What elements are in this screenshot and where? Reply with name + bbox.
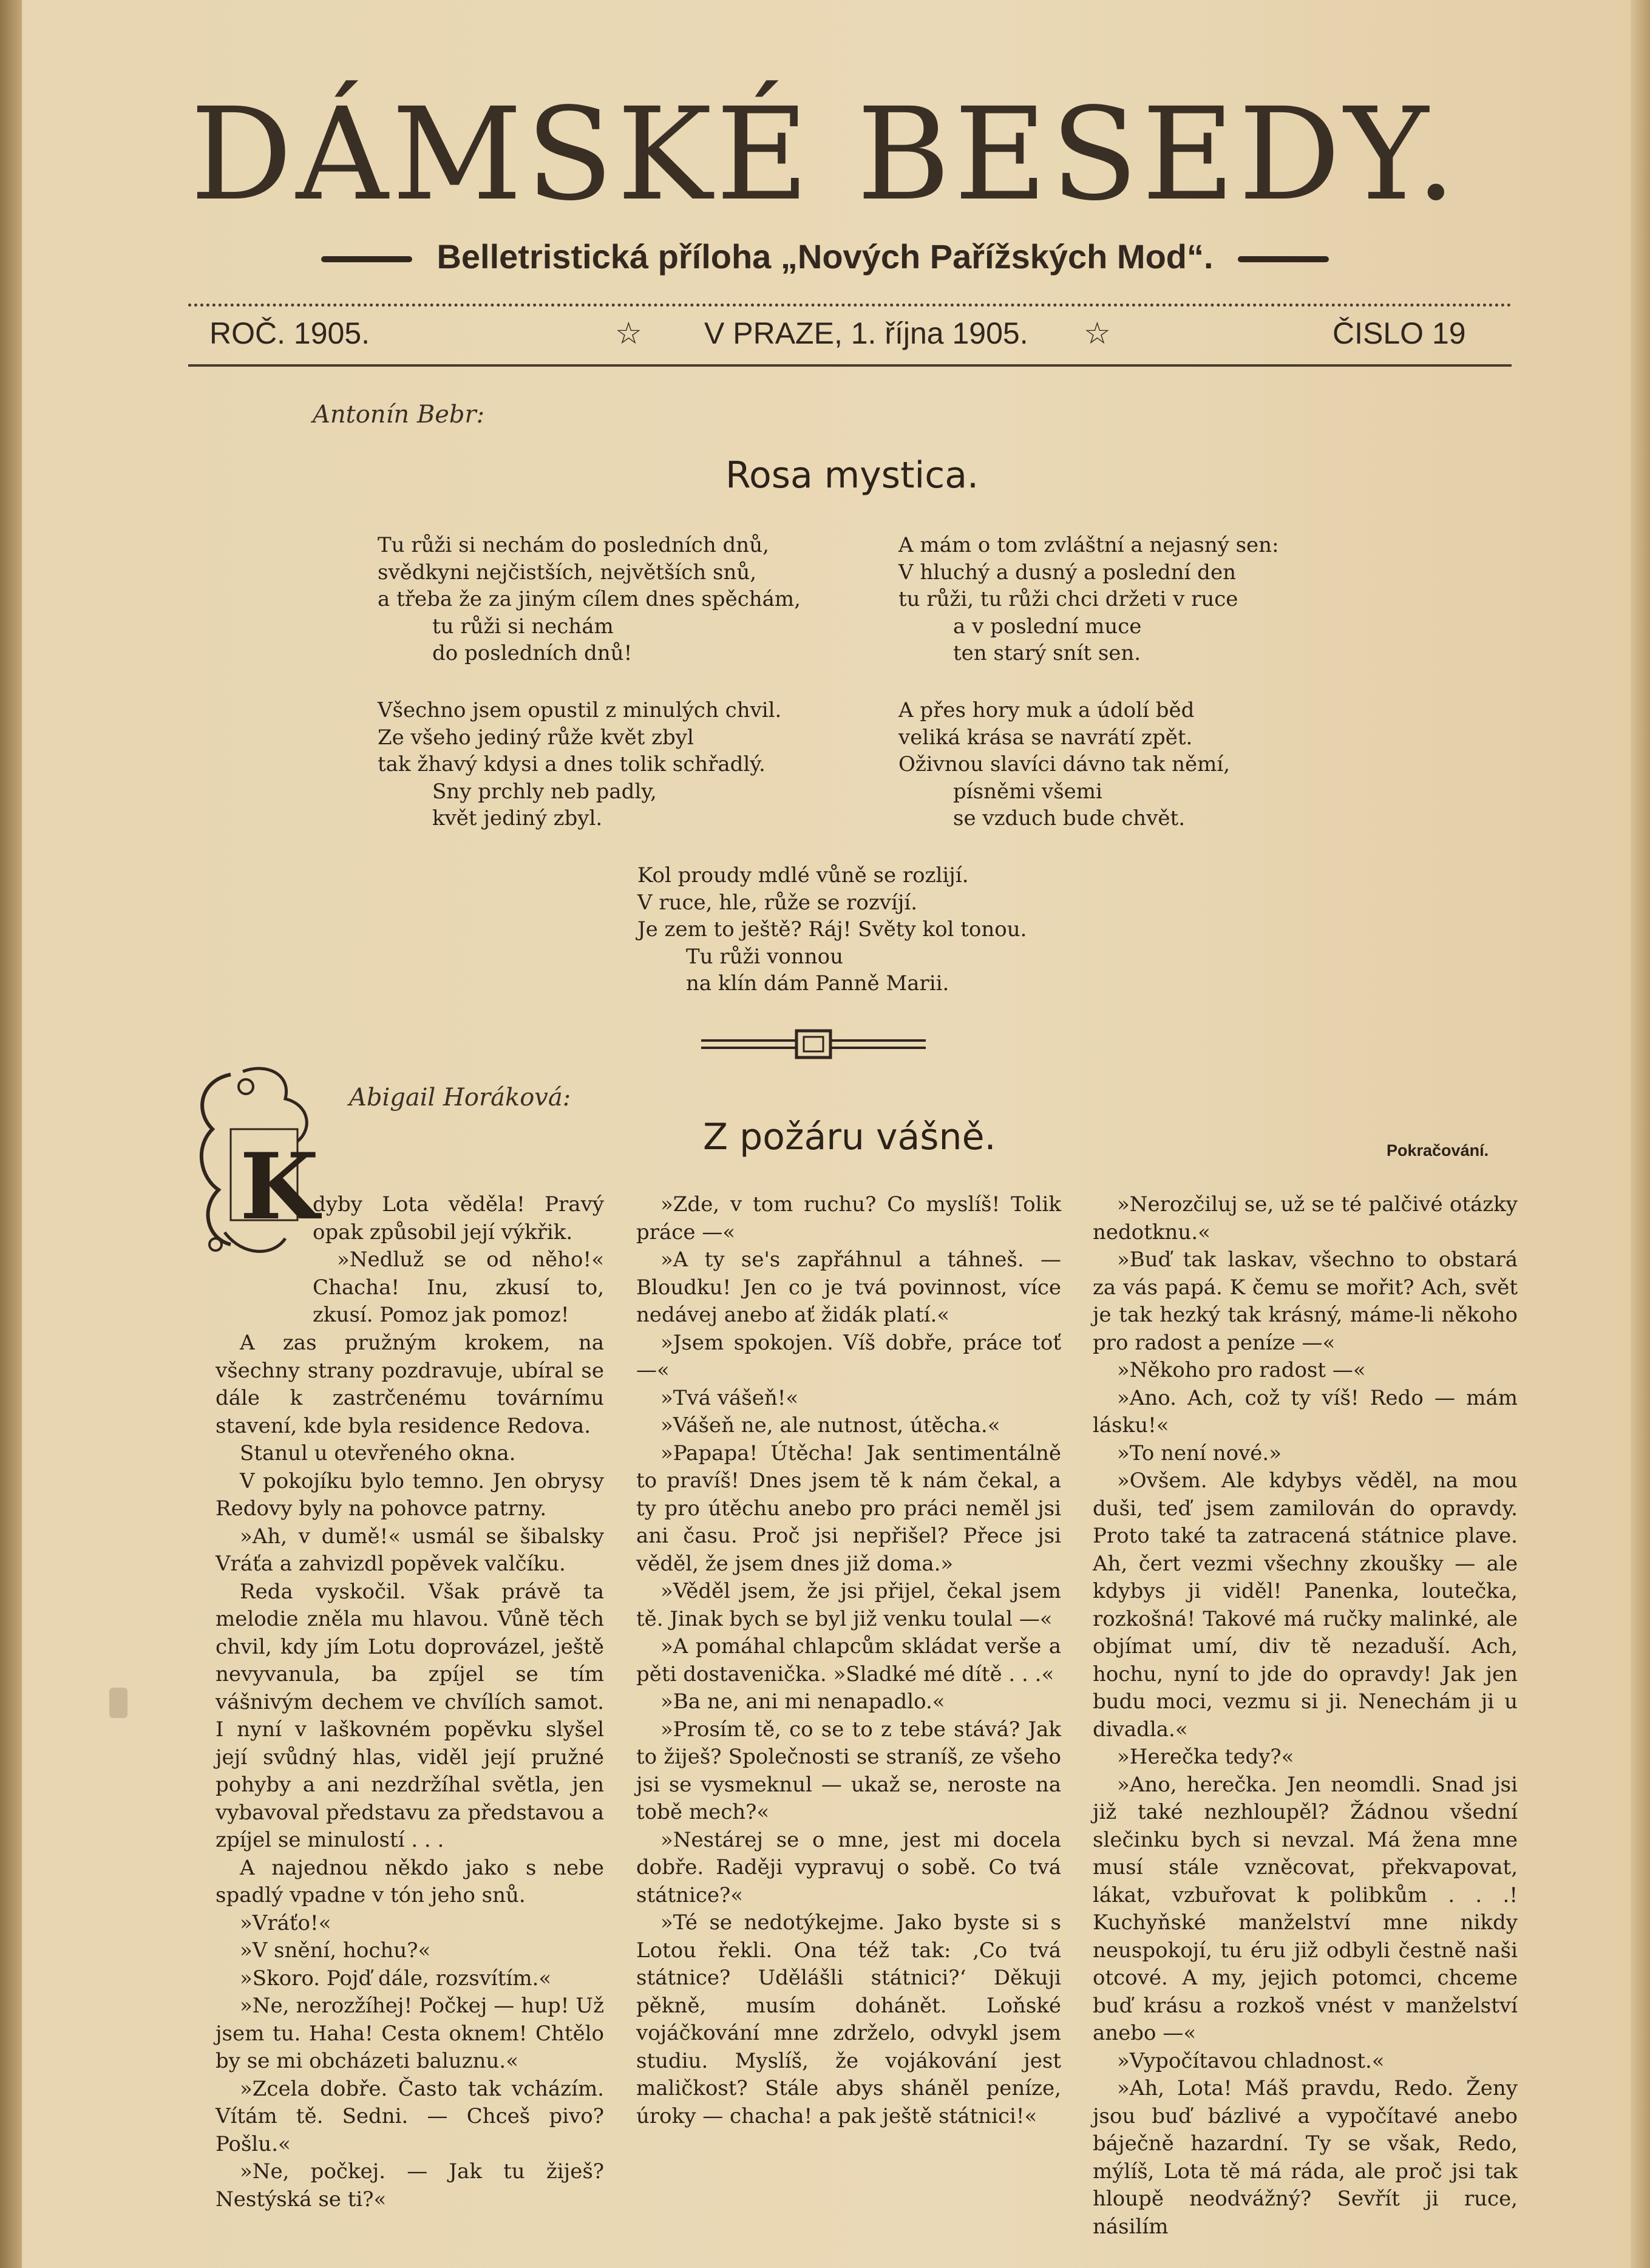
paragraph: »Vráťo!« [240,1910,331,1935]
verse-line: Ze všeho jediný růže květ zbyl [378,725,694,750]
paper-stain [109,1688,127,1718]
verse-line: V ruce, hle, růže se rozvíjí. [637,890,918,915]
verse-line: květ jediný zbyl. [432,806,603,830]
paragraph: »Ah, Lota! Máš pravdu, Redo. Ženy jsou buď bázlivé a vypočítavé anebo báječně hazardní. Ty se však, Redo, mýlíš, Lota tě má ráda, ale proč jsi tak hloupě neodvážný? Sevřít ji ruce, násilím [1093,2076,1518,2239]
book-spine [0,0,22,2268]
poem-stanza [378,697,781,832]
masthead-subtitle: Belletristická příloha „Nových Pařížských Mod“. [436,237,1214,276]
paragraph: »Věděl jsem, že jsi přijel, čekal jsem tě. Jinak bych se byl již venku toulal —« [636,1579,1061,1631]
paragraph: »Ba ne, ani mi nenapadlo.« [660,1689,945,1714]
paragraph: »Ano. Ach, což ty víš! Redo — mám lásku!« [1093,1385,1518,1438]
paragraph: »Ne, počkej. — Jak tu žiješ? Nestýská se ti?« [216,2159,604,2212]
paragraph: A najednou někdo jako s nebe spadlý vpadne v tón jeho snů. [216,1855,604,1907]
verse-line: na klín dám Panně Marii. [686,971,949,996]
paragraph: »Jsem spokojen. Víš dobře, práce toť —« [636,1330,1061,1382]
verse-line: veliká krása se navrátí zpět. [898,725,1193,750]
verse-line: A přes hory muk a údolí běd [898,698,1195,722]
left-flourish [321,256,412,262]
verse-line: písněmi všemi [953,779,1102,804]
masthead-title: DÁMSKÉ BESEDY. [190,80,1460,229]
paragraph: »Prosím tě, co se to z tebe stává? Jak to žiješ? Společnosti se straníš, ze všeho jsi se vysmeknul — ukaž se, neroste na tobě mech?« [636,1717,1061,1824]
verse-line: do posledních dnů! [432,641,633,665]
verse-line: ten starý snít sen. [953,641,1141,665]
story-title: Z požáru vášně. [703,1116,996,1158]
verse-line: Tu růži si nechám do posledních dnů, [378,533,769,557]
paragraph: »Skoro. Pojď dále, rozsvítím.« [240,1966,552,1991]
page-edge [1631,0,1650,2268]
verse-line: Je zem to ještě? Ráj! Světy kol tonou. [637,917,1027,942]
paragraph: »Buď tak laskav, všechno to obstará za vás papá. K čemu se mořit? Ach, svět je tak hezký tak krásný, máme-li někoho pro radost a peníze —« [1093,1248,1518,1355]
poem-stanza-final [637,862,1027,997]
section-divider-ornament [692,1026,935,1062]
verse-line: Všechno jsem opustil z minulých chvil. [378,698,782,722]
paragraph: »To není nové.» [1117,1441,1282,1465]
paragraph: »Ovšem. Ale kdybys věděl, na mou duši, teď jsem zamilován do opravdy. Proto také ta zatracená státnice plave. Ah, čert vezmi všechny zkoušky — ale kdybys ji viděl! Panenka, loutečka, rozkošná! Takové má ručky malinké, ale objímat umí, div tě nezaduší. Ach, hochu, nyní to jde do opravdy! Jak jen budu moci, vezmu si ji. Nenechám ji u divadla.« [1093,1468,1518,1742]
paragraph: Stanul u otevřeného okna. [240,1441,516,1465]
continuation-note: Pokračování. [1387,1141,1489,1159]
story-column-1 [216,1329,604,2213]
story-column-2 [636,1191,1061,2130]
right-flourish [1238,256,1329,262]
verse-line: Kol proudy mdlé vůně se rozlijí. [637,863,969,888]
paragraph: V pokojíku bylo temno. Jen obrysy Redovy byly na pohovce patrny. [216,1468,604,1521]
paragraph: A zas pružným krokem, na všechny strany pozdravuje, ubíral se dále k zastrčenému továrnímu stavení, kde byla residence Redova. [216,1331,604,1438]
paragraph: »Vášeň ne, ale nutnost, útěcha.« [660,1413,1000,1438]
poem-stanza [378,532,801,667]
issue-number: ČISLO 19 [1333,316,1466,350]
paragraph: »Tvá vášeň!« [660,1385,799,1410]
paragraph: »Vypočítavou chladnost.« [1117,2048,1385,2073]
poem-stanza [898,532,1279,667]
poem-author: Antonín Bebr: [313,401,485,429]
story-column-1-top [313,1191,604,1329]
verse-line: tak žhavý kdysi a dnes tolik schřadlý. [378,752,766,776]
paragraph: »Nerozčiluj se, už se té palčivé otázky nedotknu.« [1093,1192,1518,1244]
issue-place-date: V PRAZE, 1. října 1905. [704,316,1028,350]
verse-line: V hluchý a dusný a poslední den [898,560,1236,585]
poem-stanza [898,697,1230,832]
issue-line [209,316,1515,358]
paragraph: »Papapa! Útěcha! Jak sentimentálně to pravíš! Dnes jsem tě k nám čekal, a ty pro útěchu anebo pro práci neměl jsi ani času. Proč jsi nepřišel? Přece jsi věděl, že jsem dnes již doma.» [636,1441,1061,1576]
paragraph: »A pomáhal chlapcům skládat verše a pěti dostavenička. »Sladké mé dítě . . .« [636,1634,1061,1686]
verse-line: Tu růži vonnou [686,944,843,969]
story-column-3 [1093,1191,1518,2241]
drop-cap-letter: K [240,1133,319,1240]
verse-line: se vzduch bude chvět. [953,806,1186,830]
paragraph: »Ah, v dumě!« usmál se šibalsky Vráťa a zahvizdl popěvek valčíku. [216,1524,604,1576]
paragraph: »A ty se's zapřáhnul a táhneš. — Bloudku! Jen co je tvá povinnost, více nedávej anebo ať židák platí.« [636,1248,1061,1327]
paragraph: dyby Lota věděla! Pravý opak způsobil její výkřik. [313,1192,604,1244]
paragraph: »Ne, nerozžíhej! Počkej — hup! Už jsem tu. Haha! Cesta oknem! Chtělo by se mi obcházeti baluznu.« [216,1994,604,2073]
paragraph: »Nedluž se od něho!« Chacha! Inu, zkusí to, zkusí. Pomoz jak pomoz! [313,1248,604,1327]
verse-line: A mám o tom zvláštní a nejasný sen: [898,533,1279,557]
top-dotted-rule [188,304,1512,307]
paragraph: »Té se nedotýkejme. Jako byste si s Lotou řekli. Ona též tak: ‚Co tvá státnice? Udělášli státnici?‘ Děkuji pěkně, musím dohánět. Loňské vojáčkování mne zdrželo, odvykl jsem studiu. Myslíš, že vojákování jest maličkost? Stále abys sháněl peníze, úroky — chacha! a pak ještě státnici!« [636,1910,1061,2128]
issue-year: ROČ. 1905. [209,316,370,350]
verse-line: svědkyni nejčistších, největších snů, [378,560,757,585]
verse-line: a v poslední muce [953,614,1142,639]
verse-line: tu růži, tu růži chci držeti v ruce [898,587,1238,611]
story-author: Abigail Horáková: [349,1084,571,1112]
verse-line: a třeba že za jiným cílem dnes spěchám, [378,587,801,611]
paragraph: »Herečka tedy?« [1117,1745,1294,1769]
paragraph: Reda vyskočil. Však právě ta melodie zněla mu hlavou. Vůně těch chvil, kdy jím Lotu doprovázel, ještě nevyvanula, ba zpíjel se tím vášnivým dechem ve chvílích samot. I nyní v laškovném popěvku slyšel její svůdný hlas, viděl její pružné pohyby a ani nezdržíhal světla, jen vybavoval představu za představou a zpíjel se minulostí . . . [216,1579,604,1852]
paragraph: »Zde, v tom ruchu? Co myslíš! Tolik práce —« [636,1192,1061,1244]
masthead-subtitle-row [0,237,1650,276]
verse-line: tu růži si nechám [432,614,614,639]
paragraph: »V snění, hochu?« [240,1938,431,1963]
paragraph: »Ano, herečka. Jen neomdli. Snad jsi již také nezhloupěl? Žádnou všední slečinku bych si nevzal. Má žena mne musí stále vzněcovat, překvapovat, lákat, vzbuřovat k polibkům . . .! Kuchyňské manželství mne nikdy neuspokojí, tu éru již odbyli čestně naši otcové. A my, jejich potomci, chceme buď krásu a rozkoš vnést v manželství anebo —« [1093,1772,1518,2045]
star-ornament-right: ☆ [1084,316,1111,350]
poem-title: Rosa mystica. [725,454,979,497]
verse-line: Oživnou slavíci dávno tak němí, [898,752,1231,776]
verse-line: Sny prchly neb padly, [432,779,657,804]
bottom-rule [188,364,1512,367]
paragraph: »Zcela dobře. Často tak vcházím. Vítám tě. Sedni. — Chceš pivo? Pošlu.« [216,2076,604,2156]
paragraph: »Nestárej se o mne, jest mi docela dobře. Raději vypravuj o sobě. Co tvá státnice?« [636,1827,1061,1907]
star-ornament-left: ☆ [615,316,642,350]
paragraph: »Někoho pro radost —« [1117,1358,1366,1382]
